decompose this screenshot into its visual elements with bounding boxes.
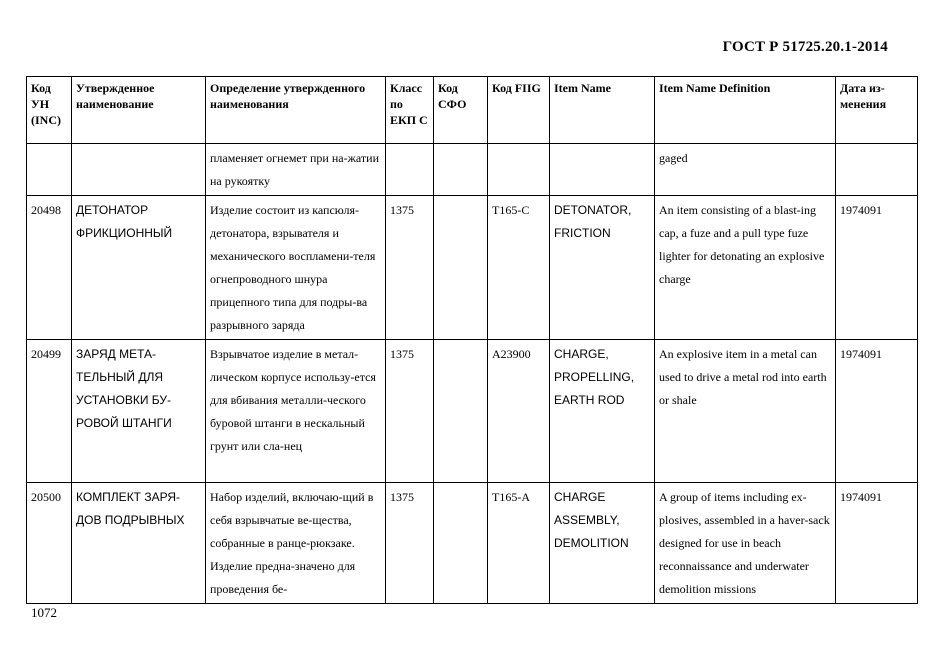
page-number: 1072: [31, 605, 57, 620]
col-header-code: Код УН (INC): [27, 77, 72, 144]
cell-name-ru: ЗАРЯД МЕТА-ТЕЛЬНЫЙ ДЛЯ УСТАНОВКИ БУ-РОВОЙ ШТАНГИ: [72, 340, 206, 483]
cell-code: 20498: [27, 196, 72, 340]
cell-date: 1974091: [836, 483, 918, 604]
cell-date: 1974091: [836, 196, 918, 340]
table-row-continuation: [27, 144, 918, 196]
table-row: [27, 196, 918, 340]
cell-fiig: [488, 144, 550, 196]
col-header-date: Дата из-менения: [836, 77, 918, 144]
col-header-sfo: Код СФО: [434, 77, 488, 144]
cell-definition-ru: пламеняет огнемет при на-жатии на рукоятку: [206, 144, 386, 196]
cell-fiig: T165-C: [488, 196, 550, 340]
cell-name-ru: [72, 144, 206, 196]
cell-definition-ru: Взрывчатое изделие в метал-лическом корпусе использу-ется для вбивания металли-ческого буровой штанги в нескальный грунт или сла-нец: [206, 340, 386, 483]
cell-definition-en: A group of items including ex-plosives, assembled in a haver-sack designed for use in beach reconnaissance and underwater demolition missions: [655, 483, 836, 604]
cell-date: 1974091: [836, 340, 918, 483]
cell-sfo: [434, 340, 488, 483]
cell-fiig: A23900: [488, 340, 550, 483]
col-header-item-name: Item Name: [550, 77, 655, 144]
cell-definition-en: An item consisting of a blast-ing cap, a fuze and a pull type fuze lighter for detonating an explosive charge: [655, 196, 836, 340]
cell-code: [27, 144, 72, 196]
cell-class: [386, 144, 434, 196]
cell-item-name: CHARGE, PROPELLING, EARTH ROD: [550, 340, 655, 483]
cell-date: [836, 144, 918, 196]
cell-definition-ru: Изделие состоит из капсюля-детонатора, взрывателя и механического воспламени-теля огнепроводного шнура прицепного типа для подры-ва разрывного заряда: [206, 196, 386, 340]
cell-code: 20499: [27, 340, 72, 483]
table-header-row: [27, 77, 918, 144]
cell-item-name: DETONATOR, FRICTION: [550, 196, 655, 340]
col-header-class: Класс по ЕКП С: [386, 77, 434, 144]
cell-name-ru: ДЕТОНАТОР ФРИКЦИОННЫЙ: [72, 196, 206, 340]
cell-sfo: [434, 483, 488, 604]
cell-fiig: T165-A: [488, 483, 550, 604]
cell-sfo: [434, 144, 488, 196]
col-header-definition-ru: Определение утвержденного наименования: [206, 77, 386, 144]
col-header-fiig: Код FIIG: [488, 77, 550, 144]
table-row: [27, 340, 918, 483]
cell-definition-ru: Набор изделий, включаю-щий в себя взрывчатые ве-щества, собранные в ранце-рюкзаке. Изделие предна-значено для проведения бе-: [206, 483, 386, 604]
items-table: [26, 76, 918, 604]
cell-name-ru: КОМПЛЕКТ ЗАРЯ-ДОВ ПОДРЫВНЫХ: [72, 483, 206, 604]
cell-definition-en: An explosive item in a metal can used to drive a metal rod into earth or shale: [655, 340, 836, 483]
cell-sfo: [434, 196, 488, 340]
cell-class: 1375: [386, 196, 434, 340]
table-row: [27, 483, 918, 604]
cell-definition-en: gaged: [655, 144, 836, 196]
cell-code: 20500: [27, 483, 72, 604]
cell-class: 1375: [386, 483, 434, 604]
col-header-name-ru: Утвержденное наименование: [72, 77, 206, 144]
col-header-definition-en: Item Name Definition: [655, 77, 836, 144]
cell-item-name: CHARGE ASSEMBLY, DEMOLITION: [550, 483, 655, 604]
standard-code: ГОСТ Р 51725.20.1-2014: [722, 39, 888, 55]
cell-class: 1375: [386, 340, 434, 483]
cell-item-name: [550, 144, 655, 196]
